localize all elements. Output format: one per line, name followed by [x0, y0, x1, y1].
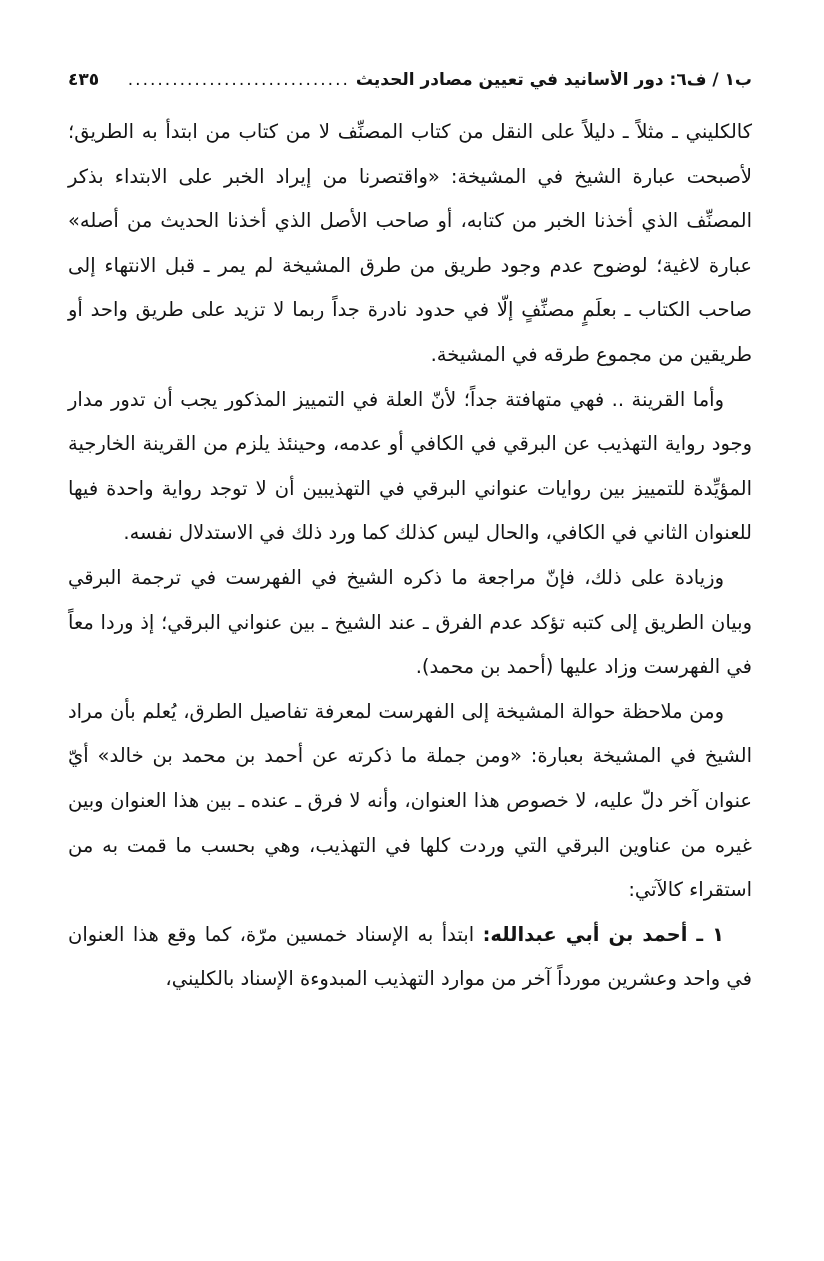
body-text: [68, 110, 752, 1002]
paragraph: وزيادة على ذلك، فإنّ مراجعة ما ذكره الشيخ في الفهرست في ترجمة البرقي وبيان الطريق إلى كتبه تؤكد عدم الفرق ـ عند الشيخ ـ بين عنواني البرقي؛ إذ وردا معاً في الفهرست وزاد عليها (أحمد بن محمد).: [68, 565, 752, 679]
list-item-text: ابتدأ به الإسناد خمسين مرّة، كما وقع هذا العنوان في واحد وعشرين مورداً آخر من موارد التهذيب المبدوءة الإسناد بالكليني،: [68, 922, 752, 991]
page-number: ٤٣٥: [68, 70, 100, 90]
paragraph: ومن ملاحظة حوالة المشيخة إلى الفهرست لمعرفة تفاصيل الطرق، يُعلم بأن مراد الشيخ في المشيخة بعبارة: «ومن جملة ما ذكرته عن أحمد بن محمد بن خالد» أيّ عنوان آخر دلّ عليه، لا خصوص هذا العنوان، وأنه لا فرق ـ عنده ـ بين هذا العنوان وبين غيره من عناوين البرقي التي وردت كلها في التهذيب، وهي بحسب ما قمت به من استقراء كالآتي:: [68, 699, 752, 902]
list-item-lead: ١ ـ أحمد بن أبي عبدالله:: [482, 922, 724, 946]
list-item: [68, 913, 752, 1002]
header-section-label: ب١ / ف٦: دور الأسانيد في تعيين مصادر الحديث: [355, 70, 752, 90]
paragraph: وأما القرينة .. فهي متهافتة جداً؛ لأنّ العلة في التمييز المذكور يجب أن تدور مدار وجود رواية التهذيب عن البرقي في الكافي أو عدمه، وحينئذ يلزم من القرينة الخارجية المؤيِّدة للتمييز بين روايات عنواني البرقي في التهذيبين أن لا توجد رواية واحدة فيها للعنوان الثاني في الكافي، والحال ليس كذلك كما ورد ذلك في الاستدلال نفسه.: [68, 387, 752, 545]
header-leader-dots: ..............................: [127, 70, 350, 90]
running-header: [68, 70, 752, 104]
paragraph: كالكليني ـ مثلاً ـ دليلاً على النقل من كتاب المصنِّف لا من كتاب من ابتدأ به الطريق؛ لأصبحت عبارة الشيخ في المشيخة: «واقتصرنا من إيراد الخبر على الابتداء بذكر المصنِّف الذي أخذنا الخبر من كتابه، أو صاحب الأصل الذي أخذنا الحديث من أصله» عبارة لاغية؛ لوضوح عدم وجود طريق من طرق المشيخة لم يمر ـ قبل الانتهاء إلى صاحب الكتاب ـ بعلَمٍ مصنِّفٍ إلّا في حدود نادرة جداً ربما لا تزيد على طريق واحد أو طريقين من مجموع طرقه في المشيخة.: [68, 120, 752, 366]
